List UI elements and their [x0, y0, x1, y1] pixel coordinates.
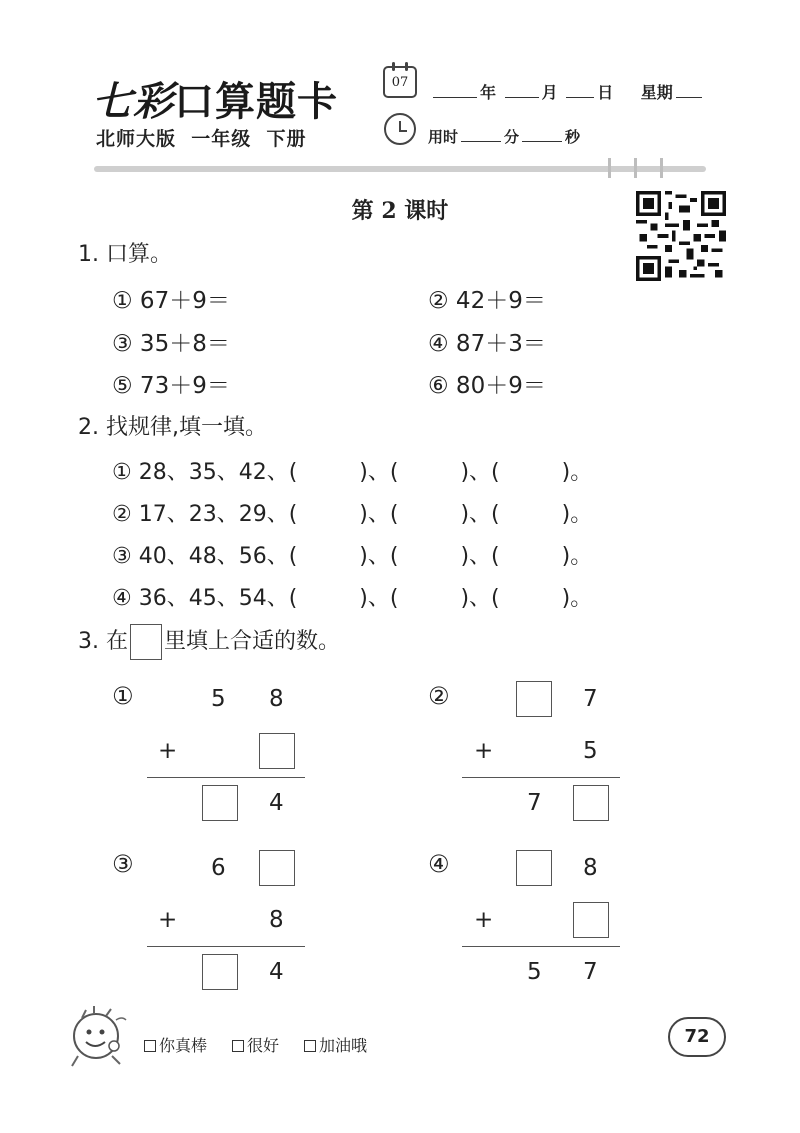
pattern-row-3	[112, 539, 592, 570]
mascot-icon	[64, 1000, 134, 1070]
rating-keep-trying[interactable]	[304, 1033, 367, 1056]
year-blank[interactable]	[433, 83, 477, 98]
plus-sign: +	[474, 907, 494, 933]
sum-line	[462, 777, 620, 778]
pattern-row-4	[112, 581, 592, 612]
rating-label: 你真棒	[159, 1036, 208, 1055]
section1-title: 1. 口算。	[78, 242, 172, 267]
digit: 6	[211, 855, 226, 881]
digit: 7	[583, 959, 598, 985]
seconds-blank[interactable]	[522, 127, 562, 142]
minutes-label: 分	[504, 128, 520, 146]
sample-box	[130, 624, 162, 660]
pattern-sep: )、(	[359, 460, 399, 485]
problem-marker: ①	[112, 682, 134, 710]
section3-title-pre: 3. 在	[78, 629, 128, 654]
weekday-label: 星期	[640, 83, 673, 102]
year-label: 年	[480, 83, 497, 102]
page-number: 72	[668, 1017, 726, 1057]
minutes-blank[interactable]	[461, 127, 501, 142]
pattern-end: )。	[561, 586, 593, 611]
pattern-sep: )、(	[460, 502, 500, 527]
digit: 7	[527, 790, 542, 816]
pattern-sep: )、(	[359, 502, 399, 527]
rating-great[interactable]	[144, 1033, 207, 1056]
fill-box[interactable]	[259, 733, 295, 769]
brand-name: 口算题卡	[174, 79, 338, 125]
digit: 8	[269, 686, 284, 712]
rating-label: 加油哦	[319, 1036, 368, 1055]
lesson-title: 第 2 课时	[351, 198, 449, 224]
digit: 5	[583, 738, 598, 764]
digit: 8	[269, 907, 284, 933]
pattern-row-2-start: ② 17、23、29、(	[112, 502, 298, 527]
fill-box[interactable]	[573, 902, 609, 938]
pattern-end: )。	[561, 502, 593, 527]
header-divider	[94, 166, 706, 172]
divider-mark	[660, 158, 663, 178]
checkbox[interactable]	[144, 1040, 156, 1052]
sum-line	[147, 777, 305, 778]
section3-title-post: 里填上合适的数。	[163, 629, 340, 654]
brand-title	[92, 70, 338, 127]
section3-title	[78, 624, 340, 660]
digit: 5	[211, 686, 226, 712]
month-label: 月	[541, 83, 558, 102]
qr-code[interactable]	[636, 191, 726, 281]
pattern-end: )。	[561, 460, 593, 485]
divider-mark	[608, 158, 611, 178]
fill-box[interactable]	[516, 850, 552, 886]
divider-mark	[634, 158, 637, 178]
pattern-sep: )、(	[460, 460, 500, 485]
time-used-label: 用时	[428, 128, 459, 146]
sum-line	[147, 946, 305, 947]
calc-item-3: ③ 35＋8＝	[112, 331, 230, 357]
day-label: 日	[597, 83, 614, 102]
problem-marker: ②	[428, 682, 450, 710]
brand-qicai: 七彩	[92, 78, 174, 125]
digit: 5	[527, 959, 542, 985]
pattern-row-2	[112, 497, 592, 528]
edition-label: 北师大版 一年级 下册	[96, 128, 307, 150]
digit: 4	[269, 959, 284, 985]
fill-box[interactable]	[259, 850, 295, 886]
checkbox[interactable]	[304, 1040, 316, 1052]
clock-icon	[384, 113, 416, 145]
digit: 8	[583, 855, 598, 881]
calendar-icon	[383, 66, 417, 98]
plus-sign: +	[158, 738, 178, 764]
checkbox[interactable]	[232, 1040, 244, 1052]
pattern-sep: )、(	[460, 544, 500, 569]
plus-sign: +	[158, 907, 178, 933]
rating-label: 很好	[247, 1036, 280, 1055]
fill-box[interactable]	[573, 785, 609, 821]
calc-item-2: ② 42＋9＝	[428, 288, 546, 314]
pattern-sep: )、(	[359, 586, 399, 611]
date-fields	[430, 80, 705, 103]
sum-line	[462, 946, 620, 947]
pattern-row-1	[112, 455, 592, 486]
time-fields	[428, 126, 580, 147]
seconds-label: 秒	[565, 128, 581, 146]
section2-title: 2. 找规律,填一填。	[78, 415, 267, 440]
day-blank[interactable]	[566, 83, 594, 98]
calc-item-1: ① 67＋9＝	[112, 288, 230, 314]
month-blank[interactable]	[505, 83, 539, 98]
calc-item-5: ⑤ 73＋9＝	[112, 373, 230, 399]
pattern-row-4-start: ④ 36、45、54、(	[112, 586, 298, 611]
digit: 4	[269, 790, 284, 816]
fill-box[interactable]	[202, 785, 238, 821]
rating-good[interactable]	[232, 1033, 279, 1056]
pattern-end: )。	[561, 544, 593, 569]
weekday-blank[interactable]	[676, 83, 702, 98]
plus-sign: +	[474, 738, 494, 764]
pattern-row-1-start: ① 28、35、42、(	[112, 460, 298, 485]
calendar-day: 07	[391, 75, 409, 90]
calc-item-6: ⑥ 80＋9＝	[428, 373, 546, 399]
pattern-sep: )、(	[359, 544, 399, 569]
fill-box[interactable]	[202, 954, 238, 990]
pattern-row-3-start: ③ 40、48、56、(	[112, 544, 298, 569]
calc-item-4: ④ 87＋3＝	[428, 331, 546, 357]
digit: 7	[583, 686, 598, 712]
problem-marker: ③	[112, 850, 134, 878]
problem-marker: ④	[428, 850, 450, 878]
pattern-sep: )、(	[460, 586, 500, 611]
fill-box[interactable]	[516, 681, 552, 717]
